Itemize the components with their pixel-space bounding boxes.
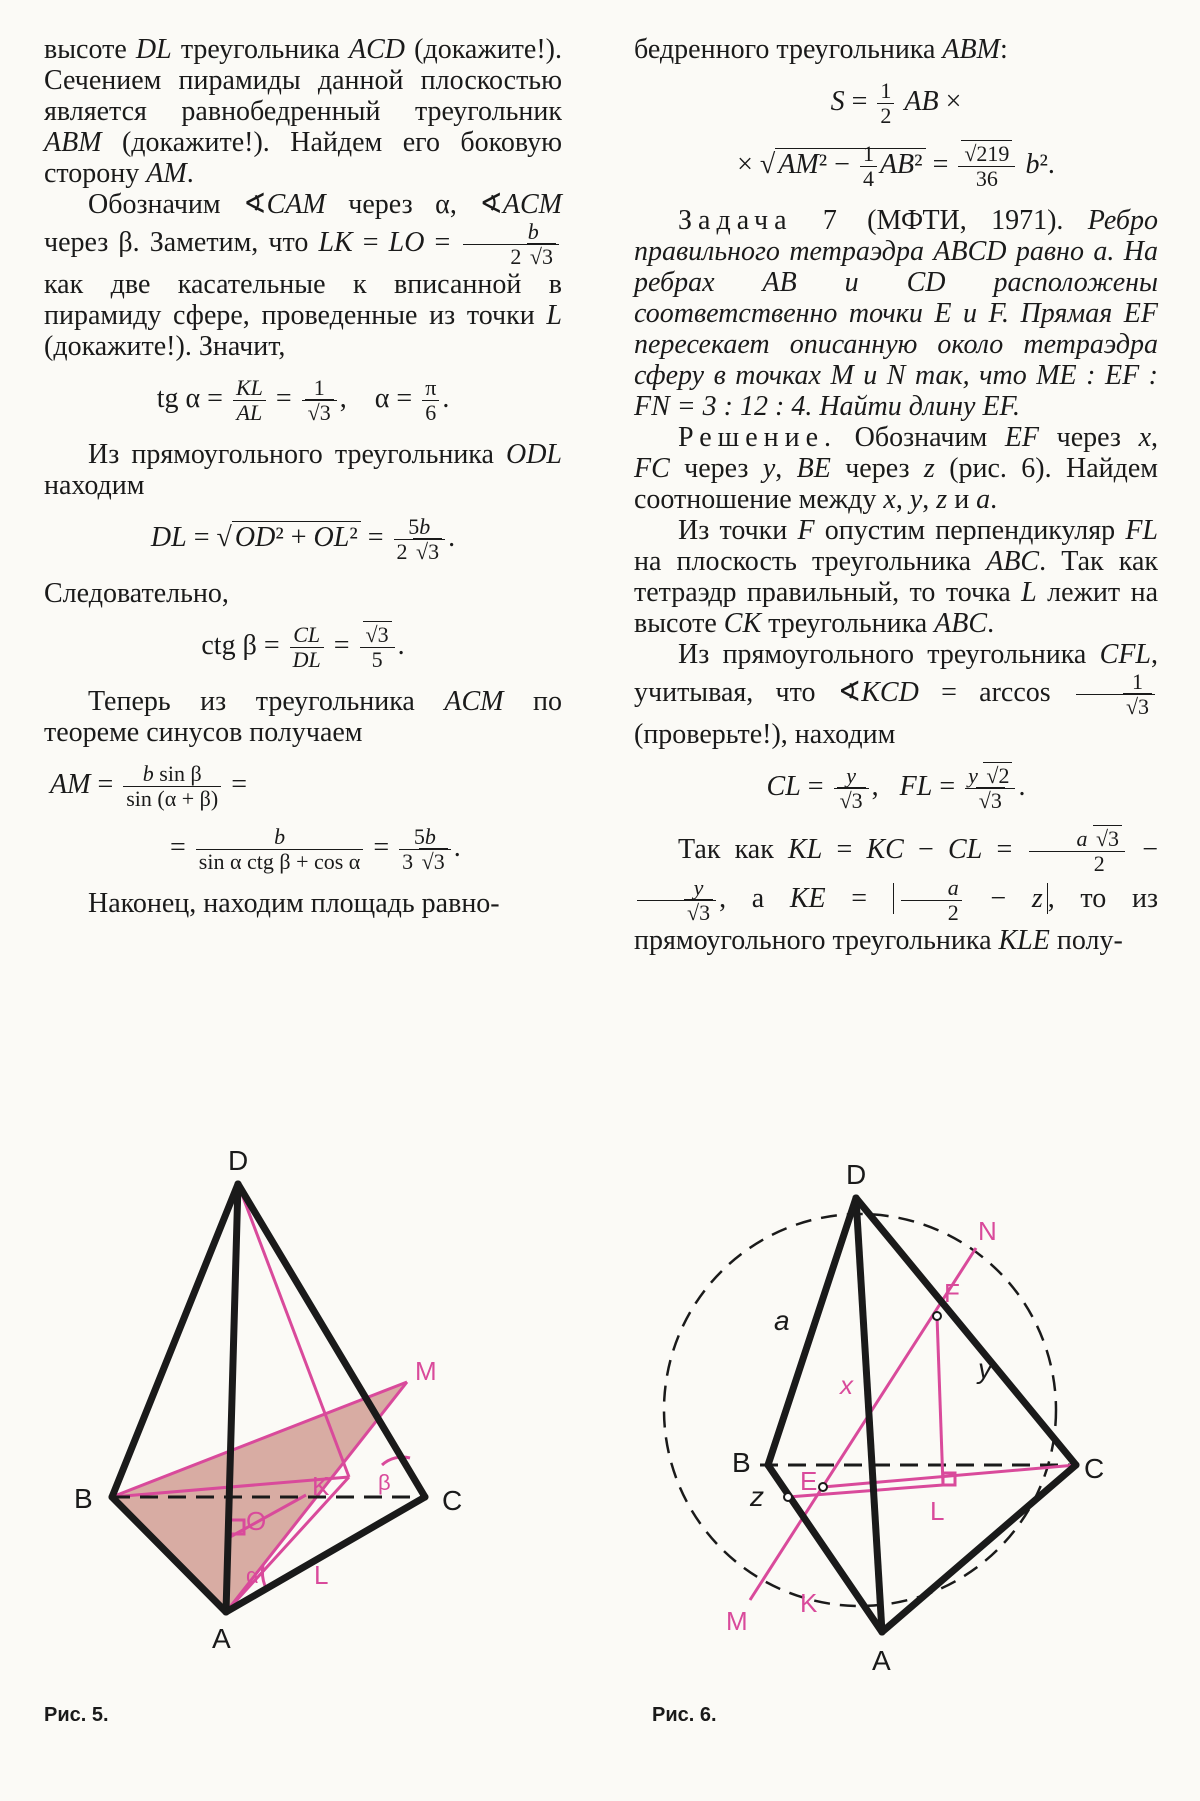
formula-dl: DL = √ OD² + OL² = $\frac{5b}{2 √3}$ . (150, 514, 456, 564)
paragraph: Из прямоугольного треугольника ODL находим (44, 439, 562, 501)
paragraph: Обозначим ∢CAM через α, ∢ACM через β. Заметим, что LK = LO = $\frac{b}{2 √3}$ как две касательные к вписанной в пирамиду сфере, проведенные из точки L (докажите!). Значит, (44, 189, 562, 362)
edge-db (112, 1184, 238, 1497)
label-b: B (74, 1483, 93, 1514)
task-7: Задача 7 (МФТИ, 1971). Ребро правильного тетраэдра ABCD равно a. На ребрах AB и CD расположены соответственно точки E и F. Прямая EF пересекает описанную около тетраэдра сферу в точках M и N так, что ME : EF : FN = 3 : 12 : 4. Найти длину EF. (634, 205, 1158, 422)
paragraph: Так как KL = KC − CL = $\frac{a √3}{2}$ − $\frac{y}{√3}$ , а KE = $\frac{a}{2}$ − z , то из прямоугольного треугольника KLE полу- (634, 826, 1159, 956)
formula-cl-fl: CL = $\frac{y}{√3}$ , FL = $\frac{y √2}{√3}$ . (766, 763, 1026, 813)
paragraph: Из прямоугольного треугольника CFL, учитывая, что ∢KCD = arccos $\frac{1}{√3}$ (проверьте!), находим (634, 639, 1158, 750)
formula-ctg-beta: ctg β = $\frac{CL}{DL}$ = $\frac{√3}{5}$ . (201, 622, 405, 672)
edge-da (856, 1198, 882, 1632)
formula-am-1: AM = $\frac{\text{b sin β}}{\sin (\alpha + \beta)}$ = (50, 761, 247, 811)
paragraph: Наконец, находим площадь равно- (88, 888, 500, 919)
caption-fig-5: Рис. 5. (44, 1704, 109, 1726)
figure-5 (60, 1145, 530, 1680)
edge-ac (882, 1465, 1076, 1632)
paragraph: высоте DL треугольника ACD (докажите!). Сечением пирамиды данной плоскостью является равнобедренный треугольник ABM (докажите!). Найдем его боковую сторону AM. (44, 34, 562, 189)
label-m: M (726, 1606, 748, 1636)
label-k: K (800, 1588, 818, 1618)
solution: Решение. Обозначим EF через x, FC через y, BE через z (рис. 6). Найдем соотношение между x, y, z и a. (634, 422, 1158, 515)
paragraph: Следовательно, (44, 578, 229, 609)
paragraph: Теперь из треугольника ACM по теореме синусов получаем (44, 686, 562, 748)
right-column (634, 34, 1158, 956)
point-k (819, 1483, 827, 1491)
label-b: B (732, 1447, 751, 1478)
label-k: K (312, 1471, 330, 1501)
label-y: y (978, 1353, 992, 1384)
point-f (933, 1312, 941, 1320)
line-fl (937, 1316, 943, 1485)
paragraph: Из точки F опустим перпендикуляр FL на плоскость треугольника ABC. Так как тетраэдр правильный, то точка L лежит на высоте CK треугольника ABC. (634, 515, 1159, 639)
label-a-vertex: A (872, 1645, 891, 1676)
paragraph: бедренного треугольника ABM: (634, 34, 1008, 65)
label-m: M (415, 1356, 437, 1386)
label-a: a (774, 1305, 790, 1336)
label-alpha: α (246, 1563, 259, 1588)
label-c: C (442, 1485, 463, 1516)
label-d: D (846, 1159, 867, 1190)
label-f: F (944, 1278, 960, 1308)
edge-dc (856, 1198, 1076, 1465)
label-d: D (228, 1145, 249, 1176)
label-e: E (800, 1466, 818, 1496)
left-column (44, 34, 562, 919)
label-z: z (750, 1481, 764, 1512)
label-a: A (212, 1623, 231, 1654)
label-beta: β (378, 1470, 391, 1495)
point-e (784, 1493, 792, 1501)
label-l: L (314, 1560, 329, 1590)
caption-fig-6: Рис. 6. (652, 1704, 717, 1726)
label-n: N (978, 1216, 997, 1246)
figure-6 (660, 1159, 1140, 1690)
formula-s-1: S = $\frac{1}{2}$ AB × (830, 78, 962, 128)
label-c: C (1084, 1453, 1105, 1484)
label-l: L (930, 1496, 945, 1526)
formula-s-2: × √ AM² − $\frac{1}{4}$ AB² = $\frac{√219}{36}$ b². (737, 141, 1055, 191)
formula-am-2: = $\frac{b}{\text{sin α ctg β + cos α}}$ = $\frac{5b}{3 √3}$ . (170, 824, 461, 874)
formula-tg-alpha: tg α = $\frac{KL}{AL}$ = $\frac{1}{√3}$ , α = $\frac{\pi}{6}$ . (156, 375, 450, 425)
label-o: O (246, 1506, 267, 1536)
label-x: x (840, 1370, 853, 1400)
